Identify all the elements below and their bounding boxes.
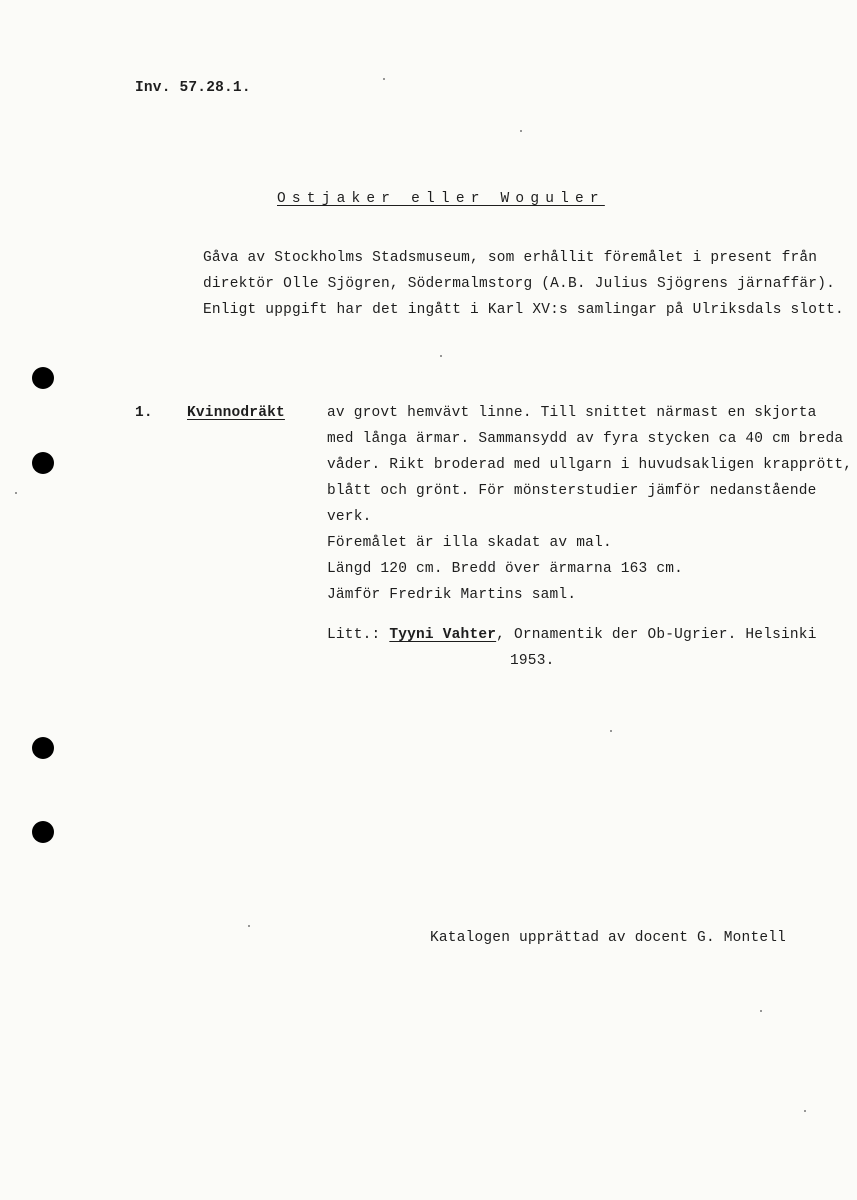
entry-term: Kvinnodräkt bbox=[187, 405, 285, 421]
paper-speck bbox=[15, 492, 17, 494]
intro-line: Gåva av Stockholms Stadsmuseum, som erhållit föremålet i present från bbox=[203, 250, 818, 266]
description-line: med långa ärmar. Sammansydd av fyra stycken ca 40 cm breda bbox=[327, 431, 844, 447]
description-line: Föremålet är illa skadat av mal. bbox=[327, 535, 612, 551]
paper-speck bbox=[610, 730, 612, 732]
paper-speck bbox=[383, 78, 385, 80]
paper-speck bbox=[520, 130, 522, 132]
intro-line: direktör Olle Sjögren, Södermalmstorg (A.B. Julius Sjögrens järnaffär). bbox=[203, 276, 836, 292]
punch-hole bbox=[32, 452, 54, 474]
document-title: Ostjaker eller Woguler bbox=[277, 191, 605, 207]
inventory-number: Inv. 57.28.1. bbox=[135, 80, 251, 96]
paper-speck bbox=[248, 925, 250, 927]
literature-reference bbox=[327, 622, 817, 674]
paper-speck bbox=[440, 355, 442, 357]
literature-author: Tyyni Vahter bbox=[389, 627, 497, 643]
intro-line: Enligt uppgift har det ingått i Karl XV:s samlingar på Ulriksdals slott. bbox=[203, 302, 844, 318]
punch-hole bbox=[32, 821, 54, 843]
paper-speck bbox=[760, 1010, 762, 1012]
catalog-signature: Katalogen upprättad av docent G. Montell bbox=[430, 930, 787, 946]
literature-title: , Ornamentik der Ob-Ugrier. Helsinki bbox=[496, 627, 817, 643]
punch-hole bbox=[32, 367, 54, 389]
entry-number: 1. bbox=[135, 405, 153, 421]
intro-paragraph bbox=[203, 245, 844, 323]
description-line: blått och grönt. För mönsterstudier jämför nedanstående bbox=[327, 483, 817, 499]
description-line: verk. bbox=[327, 509, 372, 525]
literature-label: Litt.: bbox=[327, 627, 381, 643]
description-line: våder. Rikt broderad med ullgarn i huvudsakligen krapprött, bbox=[327, 457, 853, 473]
punch-hole bbox=[32, 737, 54, 759]
literature-year: 1953. bbox=[510, 653, 555, 669]
entry-description bbox=[327, 400, 852, 608]
paper-speck bbox=[804, 1110, 806, 1112]
description-line: av grovt hemvävt linne. Till snittet närmast en skjorta bbox=[327, 405, 817, 421]
description-line: Jämför Fredrik Martins saml. bbox=[327, 587, 577, 603]
description-line: Längd 120 cm. Bredd över ärmarna 163 cm. bbox=[327, 561, 684, 577]
